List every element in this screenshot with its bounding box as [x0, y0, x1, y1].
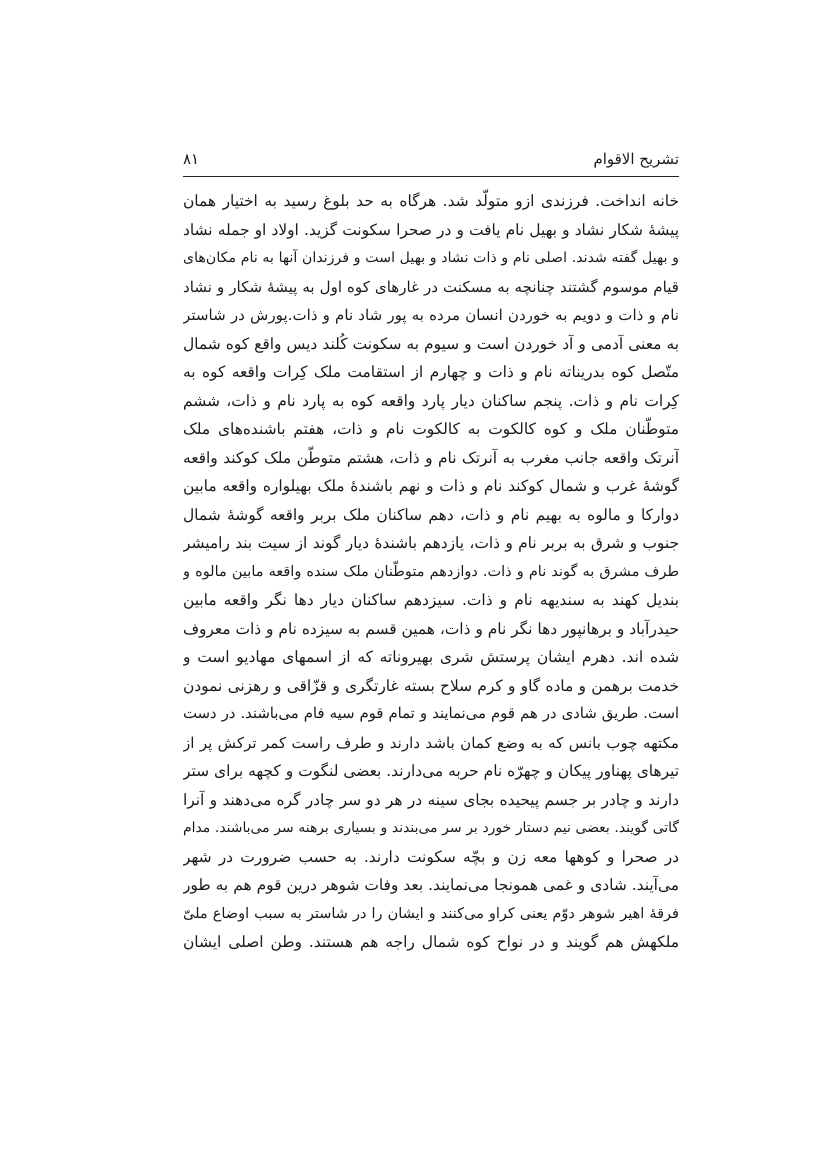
text-line: دارند و چادر بر جسم پیحیده بجای سینه در هر دو سر چادر گره می‌دهند و آنرا: [183, 790, 679, 809]
text-line: گاتی گویند. بعضی نیم دستار خورد بر سر می‌بندند و بسیاری برهنه سر می‌باشند. مدام: [183, 820, 679, 836]
text-line: کِرات نام و ذات. پنجم ساکنان دیار پارد واقعه کوه به پارد نام و ذات، ششم: [183, 391, 679, 410]
text-line: پیشهٔ شکار نشاد و بهیل نام یافت و در صحرا سکونت گزید. اولاد او جمله نشاد: [183, 220, 679, 239]
text-line: متوطّنان ملک و کوه کالکوت به کالکوت نام و ذات، هفتم باشنده‌های ملک: [183, 420, 679, 438]
page-header: [183, 146, 679, 176]
text-line: ملکهش هم گویند و در نواح کوه شمال راجه هم هستند. وطن اصلی ایشان: [183, 933, 679, 951]
text-line: قیام موسوم گشتند چنانچه به مسکنت در غارهای کوه اول به پیشهٔ شکار و نشاد: [183, 277, 679, 296]
running-title: تشریح الاقوام: [593, 150, 679, 168]
text-line: در صحرا و کوهها معه زن و بچّه سکونت دارند. به حسب ضرورت در شهر: [183, 847, 679, 866]
text-line: خدمت برهمن و ماده گاو و کرم سلاح بسته غارتگری و قزّاقی و رهزنی نمودن: [183, 676, 679, 695]
text-line: آنرتک واقعه جانب مغرب به آنرتک نام و ذات، هشتم متوطّن ملک کوکند واقعه: [183, 448, 679, 467]
text-line: به معنی آدمی و آد خوردن است و سیوم به سکونت کُلند دیس واقع کوه شمال: [183, 334, 679, 353]
text-line: می‌آیند. شادی و غمی همونجا می‌نمایند. بعد وفات شوهر درین قوم هم به طور: [183, 876, 679, 894]
text-line: متّصل کوه بدریناته نام و ذات و چهارم از استقامت ملک کِرات واقعه کوه به: [183, 363, 679, 381]
body-text: [183, 187, 679, 957]
text-line: نام و ذات و دویم به خوردن انسان مرده به پور شاد نام و ذات.پورش در شاستر: [183, 306, 679, 324]
page-number: ۸۱: [183, 150, 200, 168]
text-line: طرف مشرق به گوند نام و ذات. دوازدهم متوطّنان ملک سنده واقعه مابین مالوه و: [183, 563, 679, 580]
header-rule: [183, 176, 679, 177]
text-line: شده اند. دهرم ایشان پرستش شری بهیروناته که از اسمهای مهادیو است و: [183, 648, 679, 666]
text-line: و بهیل گفته شدند. اصلی نام و ذات نشاد و بهیل است و فرزندان آنها به نام مکان‌های: [183, 250, 679, 266]
text-line: جنوب و شرق به بربر نام و ذات، یازدهم باشندهٔ دیار گوند از سیت بند رامیشر: [183, 534, 679, 552]
text-line: دوارکا و مالوه به بهیم نام و ذات، دهم ساکنان ملک بربر واقعه گوشهٔ شمال: [183, 505, 679, 524]
text-line: گوشهٔ غرب و شمال کوکند نام و ذات و نهم باشندهٔ ملک بهیلواره واقعه مابین: [183, 477, 679, 495]
text-line: خانه انداخت. فرزندی ازو متولّد شد. هرگاه به حد بلوغ رسید به اختیار همان: [183, 192, 679, 210]
text-line: است. طریق شادی در هم قوم می‌نمایند و تمام قوم سیه فام می‌باشند. در دست: [183, 705, 679, 722]
text-line: حیدرآباد و برهانپور دها نگر نام و ذات، همین قسم به سیزده نام و ذات معروف: [183, 619, 679, 638]
text-line: بندیل کهند به سندیهه نام و ذات. سیزدهم ساکنان دیار دها نگر واقعه مابین: [183, 591, 679, 609]
text-line: مکتهه چوب بانس که به وضع کمان باشد دارند و طرف راست کمر ترکش پر از: [183, 733, 679, 752]
text-line: فرقهٔ اهیر شوهر دوّم یعنی کراو می‌کنند و ایشان را در شاستر به سبب اوضاع ملیّ: [183, 905, 679, 922]
text-line: تیرهای پهناور پیکان و چهرّه نام حربه می‌دارند. بعضی لنگوت و کچهه برای ستر: [183, 762, 679, 780]
